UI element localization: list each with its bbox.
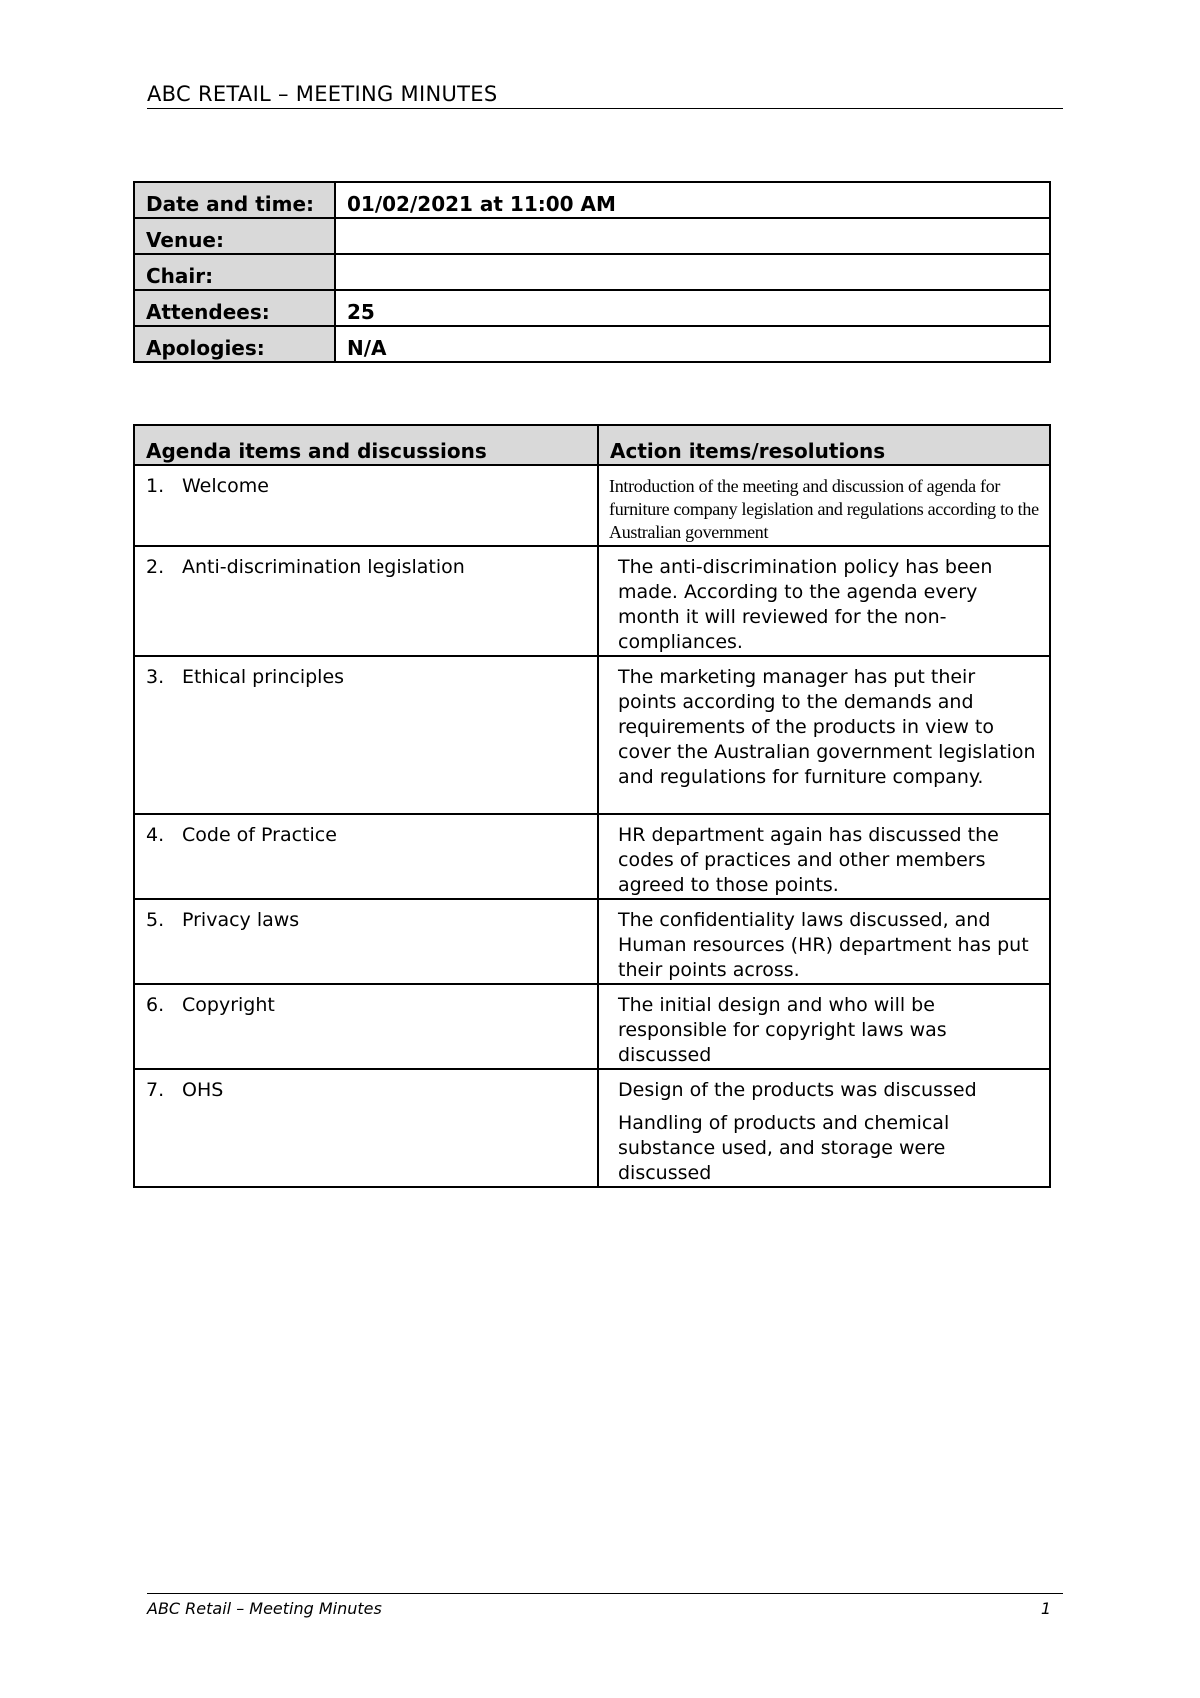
agenda-item bbox=[134, 899, 598, 984]
info-row-chair bbox=[134, 254, 1050, 290]
agenda-item bbox=[134, 656, 598, 814]
info-row-attendees bbox=[134, 290, 1050, 326]
agenda-row bbox=[134, 899, 1050, 984]
item-title: Welcome bbox=[182, 475, 269, 497]
info-row-venue bbox=[134, 218, 1050, 254]
item-title: Privacy laws bbox=[182, 909, 300, 931]
info-row-apologies bbox=[134, 326, 1050, 362]
info-label: Attendees: bbox=[134, 290, 335, 326]
agenda-item bbox=[134, 984, 598, 1069]
agenda-item bbox=[134, 546, 598, 656]
agenda-item bbox=[134, 814, 598, 899]
item-number: 6. bbox=[146, 994, 165, 1016]
page-number: 1 bbox=[1040, 1599, 1051, 1618]
agenda-row bbox=[134, 546, 1050, 656]
item-number: 3. bbox=[146, 666, 165, 688]
agenda-row bbox=[134, 1069, 1050, 1187]
action-item: The confidentiality laws discussed, and Human resources (HR) department has put their points across. bbox=[598, 899, 1050, 984]
info-row-date bbox=[134, 182, 1050, 218]
agenda-table bbox=[133, 424, 1051, 1188]
item-title: Copyright bbox=[182, 994, 275, 1016]
column-header-agenda: Agenda items and discussions bbox=[134, 425, 598, 465]
item-title: Ethical principles bbox=[182, 666, 345, 688]
action-item: HR department again has discussed the codes of practices and other members agreed to those points. bbox=[598, 814, 1050, 899]
action-text: Handling of products and chemical substance used, and storage were discussed bbox=[618, 1112, 950, 1184]
agenda-row bbox=[134, 984, 1050, 1069]
info-value bbox=[335, 218, 1050, 254]
item-title: Anti-discrimination legislation bbox=[182, 556, 465, 578]
action-item: The marketing manager has put their points according to the demands and requirements of the products in view to cover the Australian government legislation and regulations for furniture company. bbox=[598, 656, 1050, 814]
item-number: 4. bbox=[146, 824, 165, 846]
agenda-item bbox=[134, 1069, 598, 1187]
document-title: ABC RETAIL – MEETING MINUTES bbox=[147, 82, 498, 106]
info-value bbox=[335, 254, 1050, 290]
info-label: Venue: bbox=[134, 218, 335, 254]
action-text: Design of the products was discussed bbox=[618, 1079, 977, 1101]
info-value: 25 bbox=[335, 290, 1050, 326]
info-value: 01/02/2021 at 11:00 AM bbox=[335, 182, 1050, 218]
action-item: Introduction of the meeting and discussion of agenda for furniture company legislation and regulations according to the Australian government bbox=[598, 465, 1050, 546]
info-label: Apologies: bbox=[134, 326, 335, 362]
meeting-info-table bbox=[133, 181, 1051, 363]
item-title: Code of Practice bbox=[182, 824, 337, 846]
page-footer bbox=[147, 1593, 1063, 1618]
item-number: 2. bbox=[146, 556, 165, 578]
action-item: The anti-discrimination policy has been made. According to the agenda every month it will reviewed for the non-compliances. bbox=[598, 546, 1050, 656]
item-number: 5. bbox=[146, 909, 165, 931]
agenda-row bbox=[134, 656, 1050, 814]
agenda-header-row bbox=[134, 425, 1050, 465]
footer-text: ABC Retail – Meeting Minutes bbox=[147, 1599, 382, 1618]
item-number: 7. bbox=[146, 1079, 165, 1101]
info-label: Date and time: bbox=[134, 182, 335, 218]
action-item: The initial design and who will be responsible for copyright laws was discussed bbox=[598, 984, 1050, 1069]
agenda-row bbox=[134, 814, 1050, 899]
item-number: 1. bbox=[146, 475, 165, 497]
action-item bbox=[598, 1069, 1050, 1187]
agenda-item bbox=[134, 465, 598, 546]
item-title: OHS bbox=[182, 1079, 224, 1101]
info-label: Chair: bbox=[134, 254, 335, 290]
agenda-row bbox=[134, 465, 1050, 546]
column-header-action: Action items/resolutions bbox=[598, 425, 1050, 465]
info-value: N/A bbox=[335, 326, 1050, 362]
page-header bbox=[147, 82, 1063, 109]
